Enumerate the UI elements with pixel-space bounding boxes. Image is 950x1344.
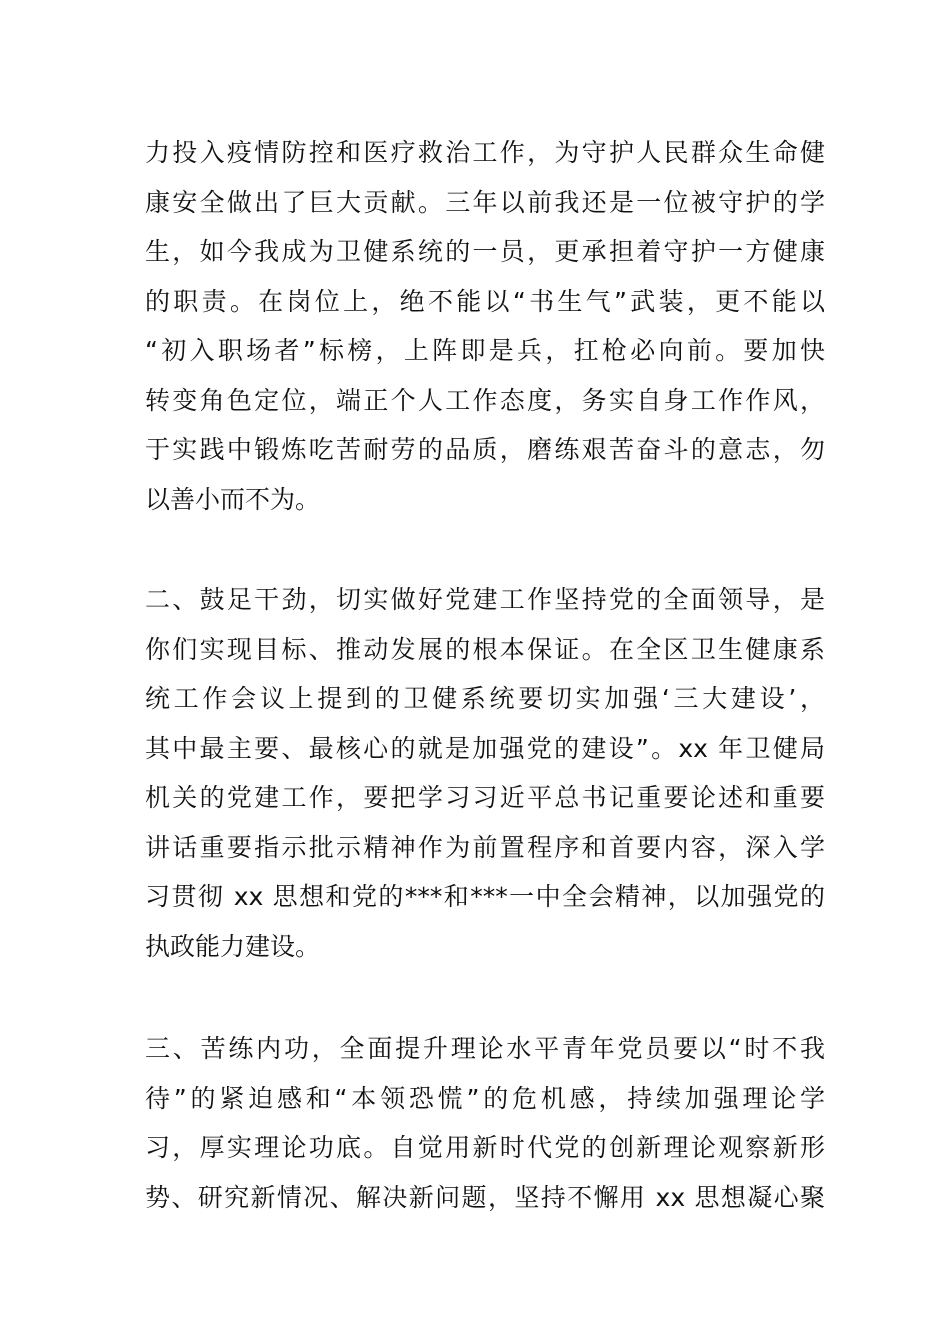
text-line: 的职责。在岗位上，绝不能以“书生气”武装，更不能以: [145, 286, 825, 316]
text-line: 二、鼓足干劲，切实做好党建工作坚持党的全面领导，是: [145, 585, 825, 614]
paragraph-2: [145, 575, 825, 971]
text-line: 待”的紧迫感和“本领恐慌”的危机感，持续加强理论学: [145, 1083, 825, 1113]
paragraph-1: [145, 128, 825, 524]
text-line: 统工作会议上提到的卫健系统要切实加强‘三大建设’，: [145, 684, 825, 713]
text-line: 你们实现目标、推动发展的根本保证。在全区卫生健康系: [145, 634, 825, 664]
text-line: “初入职场者”标榜，上阵即是兵，扛枪必向前。要加快: [145, 336, 825, 365]
text-line: 康安全做出了巨大贡献。三年以前我还是一位被守护的学: [145, 187, 825, 217]
text-line: 讲话重要指示批示精神作为前置程序和首要内容，深入学: [145, 832, 825, 862]
text-line: 势、研究新情况、解决新问题，坚持不懈用 xx 思想凝心聚: [145, 1182, 825, 1212]
text-line: 转变角色定位，端正个人工作态度，务实自身工作作风，: [145, 385, 825, 415]
text-line: 三、苦练内功，全面提升理论水平青年党员要以“时不我: [145, 1034, 825, 1063]
text-line: 习贯彻 xx 思想和党的***和***一中全会精神，以加强党的: [145, 882, 825, 911]
paragraph-3: [145, 1024, 825, 1222]
text-line: 机关的党建工作，要把学习习近平总书记重要论述和重要: [145, 783, 825, 812]
text-line: 生，如今我成为卫健系统的一员，更承担着守护一方健康: [145, 237, 825, 266]
text-line: 其中最主要、最核心的就是加强党的建设”。xx 年卫健局: [145, 733, 825, 763]
text-line: 习，厚实理论功底。自觉用新时代党的创新理论观察新形: [145, 1133, 825, 1162]
text-line: 执政能力建设。: [145, 931, 321, 961]
text-line: 于实践中锻炼吃苦耐劳的品质，磨练艰苦奋斗的意志，勿: [145, 435, 825, 464]
text-line: 力投入疫情防控和医疗救治工作，为守护人民群众生命健: [145, 138, 825, 167]
text-line: 以善小而不为。: [145, 484, 321, 514]
